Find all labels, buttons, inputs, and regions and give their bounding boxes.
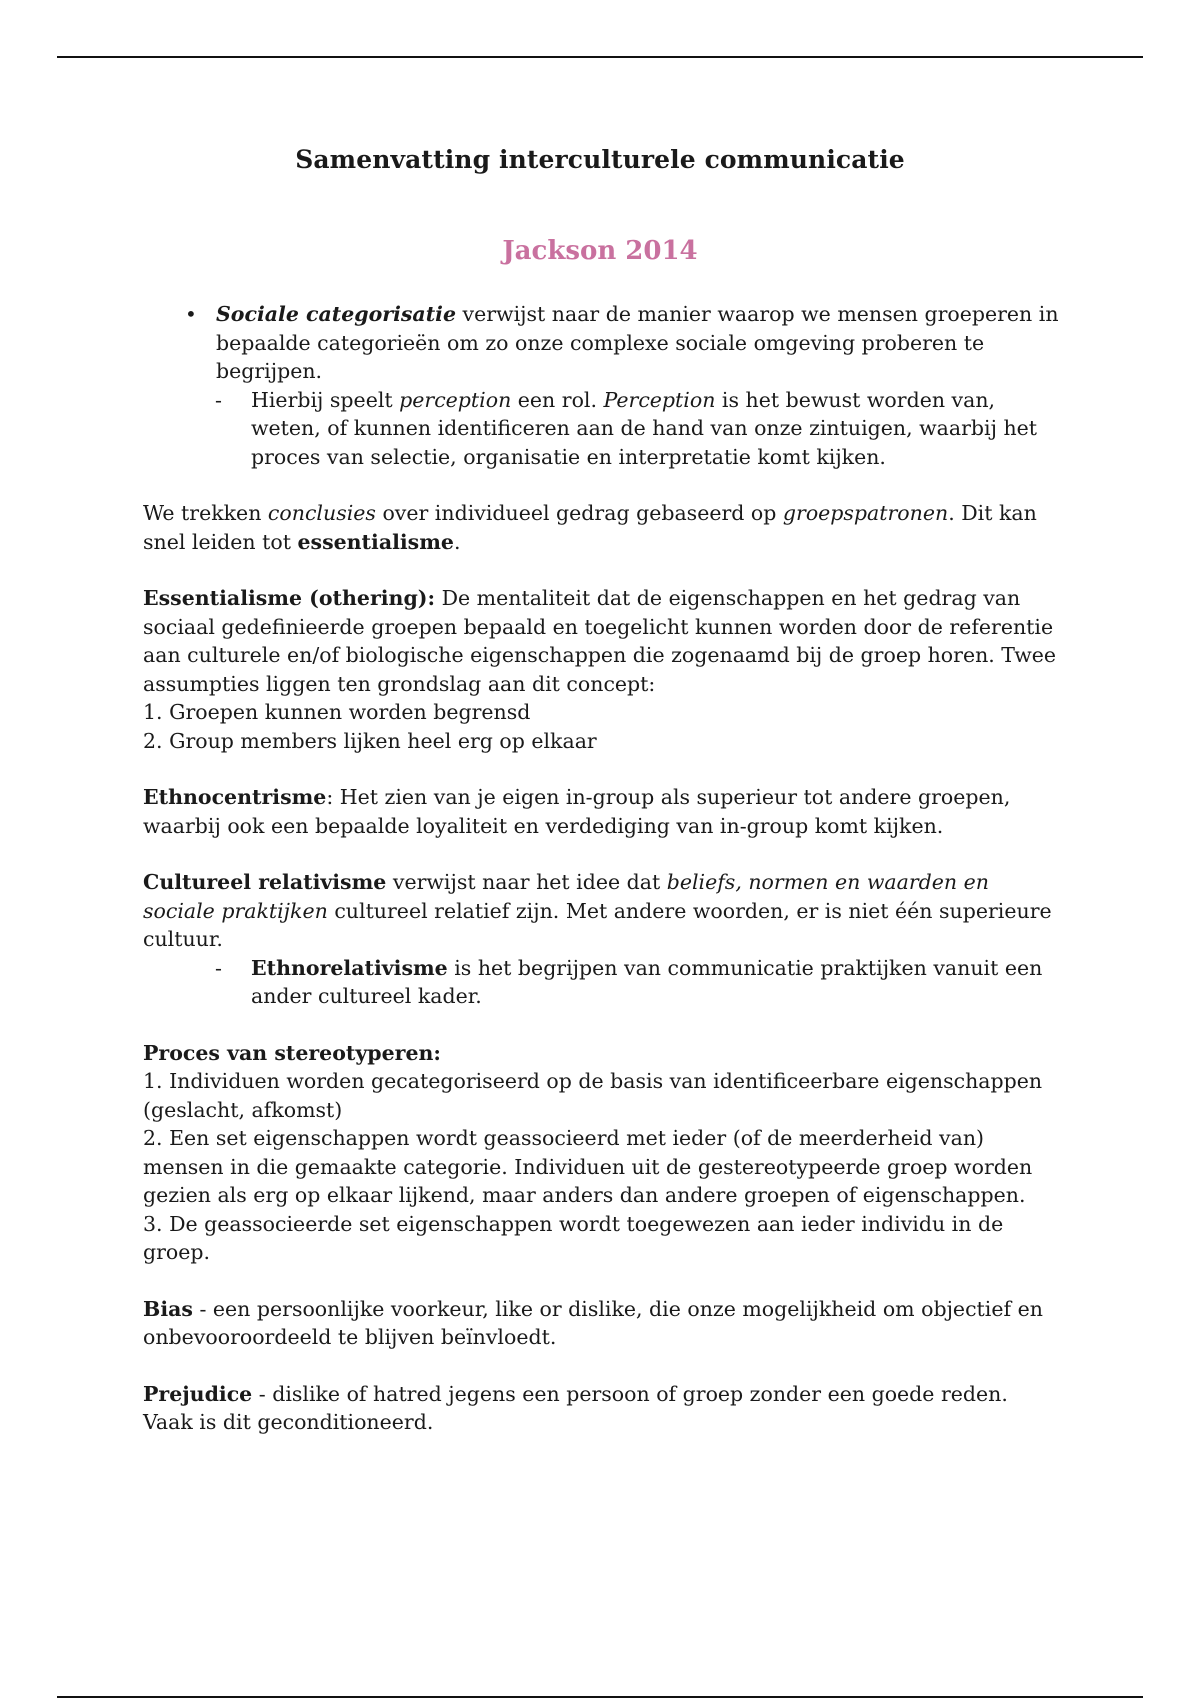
header-rule <box>57 56 1143 58</box>
paragraph-bias <box>143 1295 1063 1352</box>
text: over individueel gedrag gebaseerd op <box>375 501 783 525</box>
term-groepspatronen: groepspatronen <box>782 501 949 525</box>
dash-text: is het begrijpen van communicatie praktijken vanuit een ander cultureel kader. <box>251 955 1043 1008</box>
bullet-list <box>143 300 1063 471</box>
list-item: 1. Groepen kunnen worden begrensd <box>143 700 531 724</box>
dash-item <box>143 954 1063 1011</box>
footer-rule <box>57 1696 1143 1698</box>
dash-text: is het bewust worden van, weten, of kunnen identificeren aan de hand van onze zintuigen, waarbij het proces van selectie, organisatie en interpretatie komt kijken. <box>251 387 1038 469</box>
bullet-icon: • <box>185 302 197 326</box>
term-perception: perception <box>399 387 512 412</box>
term-ethnocentrisme: Ethnocentrisme <box>143 785 327 809</box>
bullet-text: verwijst naar de manier waarop we mensen groeperen in bepaalde categorieën om zo onze complexe sociale omgeving proberen te begrijpen. <box>216 302 1059 383</box>
definition-text: - een persoonlijke voorkeur, like or dislike, die onze mogelijkheid om objectief en onbevooroordeeld te blijven beïnvloedt. <box>143 1296 1043 1349</box>
dash-text: Hierbij speelt <box>251 387 400 412</box>
dash-icon: - <box>215 387 222 412</box>
term-beliefs: beliefs, normen en waarden en sociale praktijken <box>143 870 989 923</box>
list-item <box>143 300 1063 471</box>
definition-text: : Het zien van je eigen in-group als superieur tot andere groepen, waarbij ook een bepaalde loyaliteit en verdediging van in-group komt kijken. <box>143 785 1011 838</box>
document-title: Samenvatting interculturele communicatie <box>295 145 905 174</box>
text: verwijst naar het idee dat <box>386 870 667 894</box>
term-sociale-categorisatie: Sociale categorisatie <box>216 302 456 326</box>
text: We trekken <box>143 501 268 525</box>
paragraph-cultureel-relativisme <box>143 868 1063 954</box>
paragraph-conclusies <box>143 499 1063 556</box>
heading-stereotyperen <box>143 1039 1063 1068</box>
term-conclusies: conclusies <box>267 501 376 525</box>
dash-icon: - <box>215 955 222 980</box>
dash-text: een rol. <box>511 387 604 412</box>
term-bias: Bias <box>143 1296 193 1321</box>
dash-item <box>143 386 1063 472</box>
list-item: 3. De geassocieerde set eigenschappen wordt toegewezen aan ieder individu in de groep. <box>143 1211 1004 1264</box>
paragraph-essentialisme <box>143 584 1063 698</box>
paragraph-ethnocentrisme <box>143 783 1063 840</box>
term-stereotyperen: Proces van stereotyperen: <box>143 1040 441 1065</box>
definition-text: De mentaliteit dat de eigenschappen en het gedrag van sociaal gedefinieerde groepen bepaald en toegelicht kunnen worden door de referentie aan culturele en/of biologische eigenschappen die zogenaamd bij de groep horen. Twee assumpties liggen ten grondslag aan dit concept: <box>143 586 1057 696</box>
list-item: 2. Een set eigenschappen wordt geassocieerd met ieder (of de meerderheid van) mensen in die gemaakte categorie. Individuen uit de gestereotypeerde groep worden gezien als erg op elkaar lijkend, maar anders dan andere groepen of eigenschappen. <box>143 1126 1033 1207</box>
text: . Dit kan snel leiden tot <box>143 501 1037 554</box>
paragraph-prejudice <box>143 1380 1063 1437</box>
document-body <box>143 300 1063 1437</box>
list-item: 1. Individuen worden gecategoriseerd op de basis van identificeerbare eigenschappen (geslacht, afkomst) <box>143 1069 1043 1122</box>
definition-text: - dislike of hatred jegens een persoon of groep zonder een goede reden. Vaak is dit geconditioneerd. <box>143 1381 1008 1434</box>
text: . <box>453 529 461 554</box>
term-perception: Perception <box>603 387 716 412</box>
text: cultureel relatief zijn. Met andere woorden, er is niet één superieure cultuur. <box>143 898 1052 951</box>
term-essentialisme: essentialisme <box>297 529 454 554</box>
term-cultureel-relativisme: Cultureel relativisme <box>143 870 387 894</box>
term-ethnorelativisme: Ethnorelativisme <box>251 955 448 980</box>
term-prejudice: Prejudice <box>143 1381 253 1406</box>
term-essentialisme-othering: Essentialisme (othering): <box>143 586 436 610</box>
list-item: 2. Group members lijken heel erg op elkaar <box>143 728 597 753</box>
document-subtitle: Jackson 2014 <box>502 236 698 266</box>
